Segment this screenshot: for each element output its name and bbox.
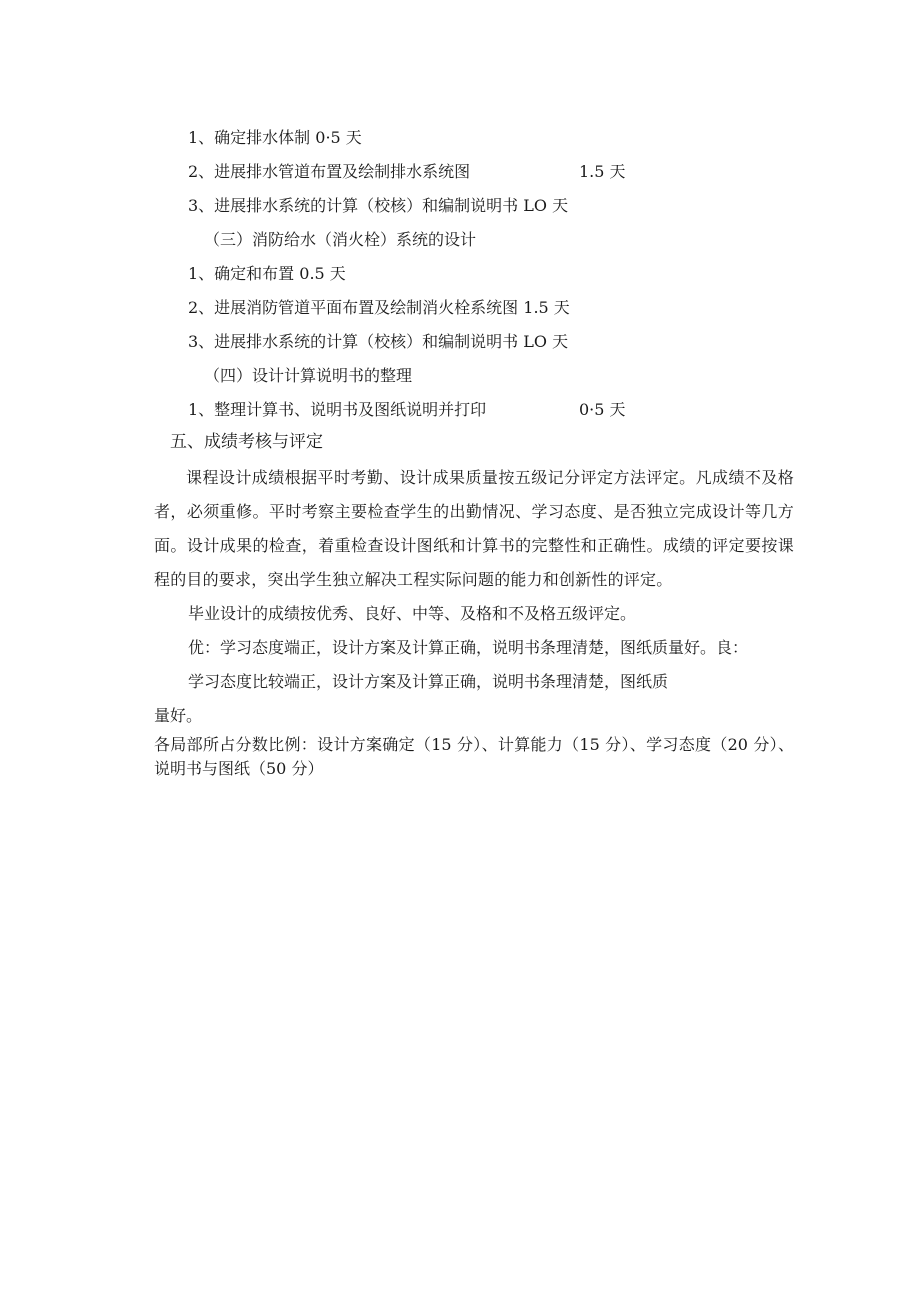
item-fire-calc: 3、进展排水系统的计算（校核）和编制说明书 LO 天 [188, 332, 569, 351]
item-organize: 1、整理计算书、说明书及图纸说明并打印 [188, 400, 487, 419]
item-organize-duration: 0·5 天 [579, 400, 626, 419]
item-fire-layout: 1、确定和布置 0.5 天 [188, 264, 346, 283]
item-drainage-calc: 3、进展排水系统的计算（校核）和编制说明书 LO 天 [188, 196, 569, 215]
grading-levels: 毕业设计的成绩按优秀、良好、中等、及格和不及格五级评定。 [188, 604, 637, 623]
item-drainage-system: 1、确定排水体制 0·5 天 [188, 128, 362, 147]
item-drainage-layout-duration: 1.5 天 [579, 162, 626, 181]
section3-heading: （三）消防给水（消火栓）系统的设计 [204, 230, 477, 249]
grade-good-tail: 量好。 [154, 706, 203, 725]
section4-heading: （四）设计计算说明书的整理 [204, 366, 413, 385]
section5-heading: 五、成绩考核与评定 [170, 432, 323, 452]
grade-good: 学习态度比较端正，设计方案及计算正确，说明书条理清楚，图纸质 [188, 672, 669, 691]
item-drainage-layout: 2、进展排水管道布置及绘制排水系统图 [188, 162, 471, 181]
item-fire-pipe: 2、进展消防管道平面布置及绘制消火栓系统图 1.5 天 [188, 298, 570, 317]
grading-paragraph: 课程设计成绩根据平时考勤、设计成果质量按五级记分评定方法评定。凡成绩不及格者，必须重修。平时考察主要检查学生的出勤情况、学习态度、是否独立完成设计等几方面。设计成果的检查，着重检查设计图纸和计算书的完整性和正确性。成绩的评定要按课程的目的要求，突出学生独立解决工程实际问题的能力和创新性的评定。 [154, 468, 794, 589]
score-ratio: 各局部所占分数比例：设计方案确定（15 分）、计算能力（15 分）、学习态度（20 分）、说明书与图纸（50 分） [154, 735, 794, 778]
grade-excellent: 优：学习态度端正，设计方案及计算正确，说明书条理清楚，图纸质量好。良： [188, 638, 749, 657]
